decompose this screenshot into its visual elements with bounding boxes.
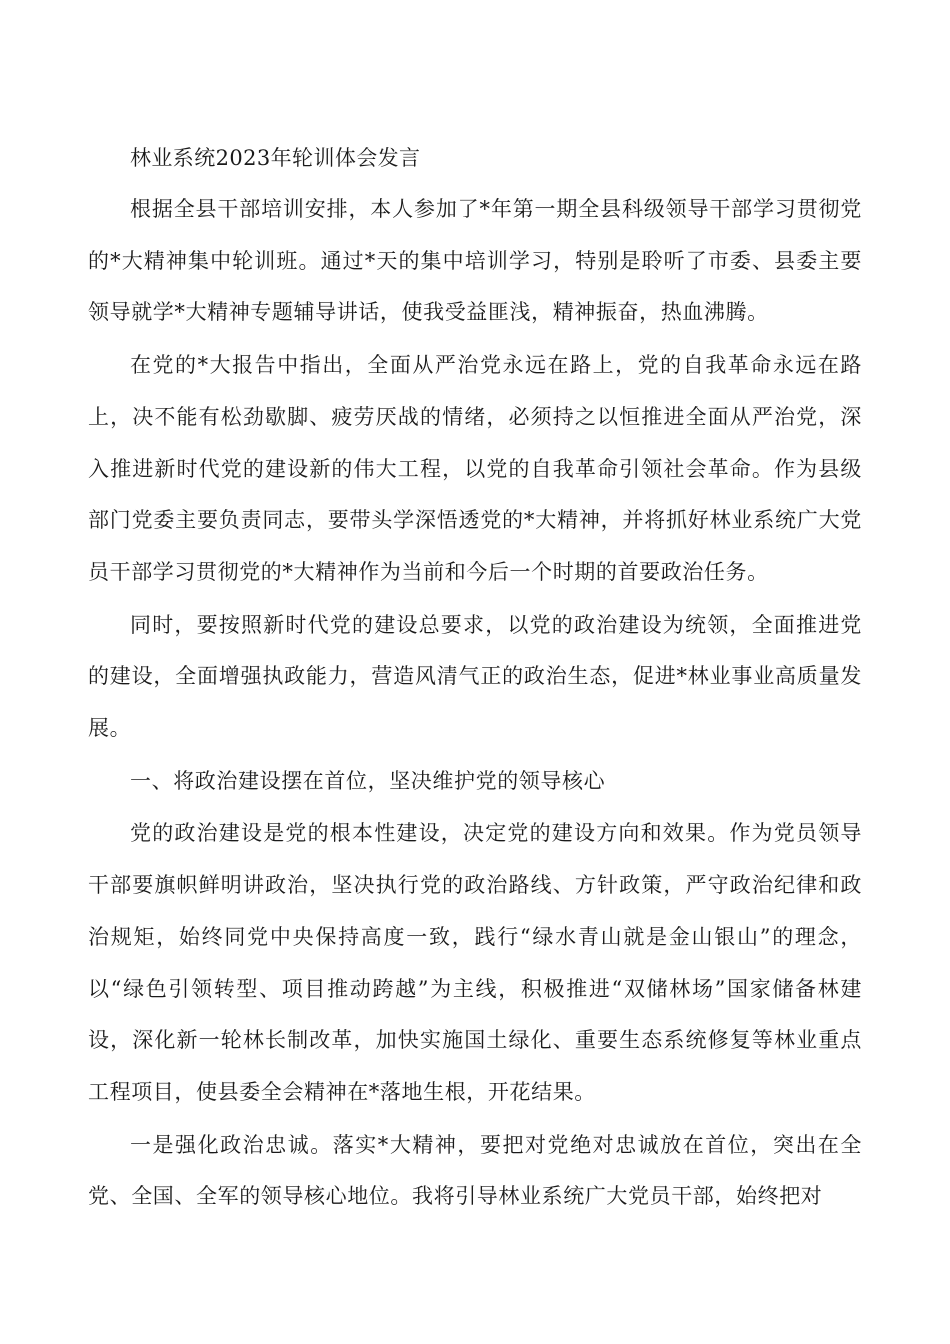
paragraph-party-building: 同时，要按照新时代党的建设总要求，以党的政治建设为统领，全面推进党的建设，全面增强执政能力，营造风清气正的政治生态，促进*林业事业高质量发展。	[88, 612, 862, 741]
paragraph-political-loyalty: 一是强化政治忠诚。落实*大精神，要把对党绝对忠诚放在首位，突出在全党、全国、全军的领导核心地位。我将引导林业系统广大党员干部，始终把对	[88, 1132, 862, 1209]
document-body	[88, 139, 862, 1223]
paragraph-political-building: 党的政治建设是党的根本性建设，决定党的建设方向和效果。作为党员领导干部要旗帜鲜明讲政治，坚决执行党的政治路线、方针政策，严守政治纪律和政治规矩，始终同党中央保持高度一致，践行“绿水青山就是金山银山”的理念，以“绿色引领转型、项目推动跨越”为主线，积极推进“双储林场”国家储备林建设，深化新一轮林长制改革，加快实施国土绿化、重要生态系统修复等林业重点工程项目，使县委全会精神在*落地生根，开花结果。	[88, 821, 862, 1104]
section-heading-political-building: 一、将政治建设摆在首位，坚决维护党的领导核心	[130, 768, 606, 793]
paragraph-training-intro: 根据全县干部培训安排，本人参加了*年第一期全县科级领导干部学习贯彻党的*大精神集中轮训班。通过*天的集中培训学习，特别是聆听了市委、县委主要领导就学*大精神专题辅导讲话，使我受益匪浅，精神振奋，热血沸腾。	[88, 197, 862, 325]
paragraph-self-revolution: 在党的*大报告中指出，全面从严治党永远在路上，党的自我革命永远在路上，决不能有松劲歇脚、疲劳厌战的情绪，必须持之以恒推进全面从严治党，深入推进新时代党的建设新的伟大工程，以党的自我革命引领社会革命。作为县级部门党委主要负责同志，要带头学深悟透党的*大精神，并将抓好林业系统广大党员干部学习贯彻党的*大精神作为当前和今后一个时期的首要政治任务。	[88, 353, 862, 584]
document-title: 林业系统2023年轮训体会发言	[130, 146, 421, 170]
title-spacer	[88, 176, 862, 184]
